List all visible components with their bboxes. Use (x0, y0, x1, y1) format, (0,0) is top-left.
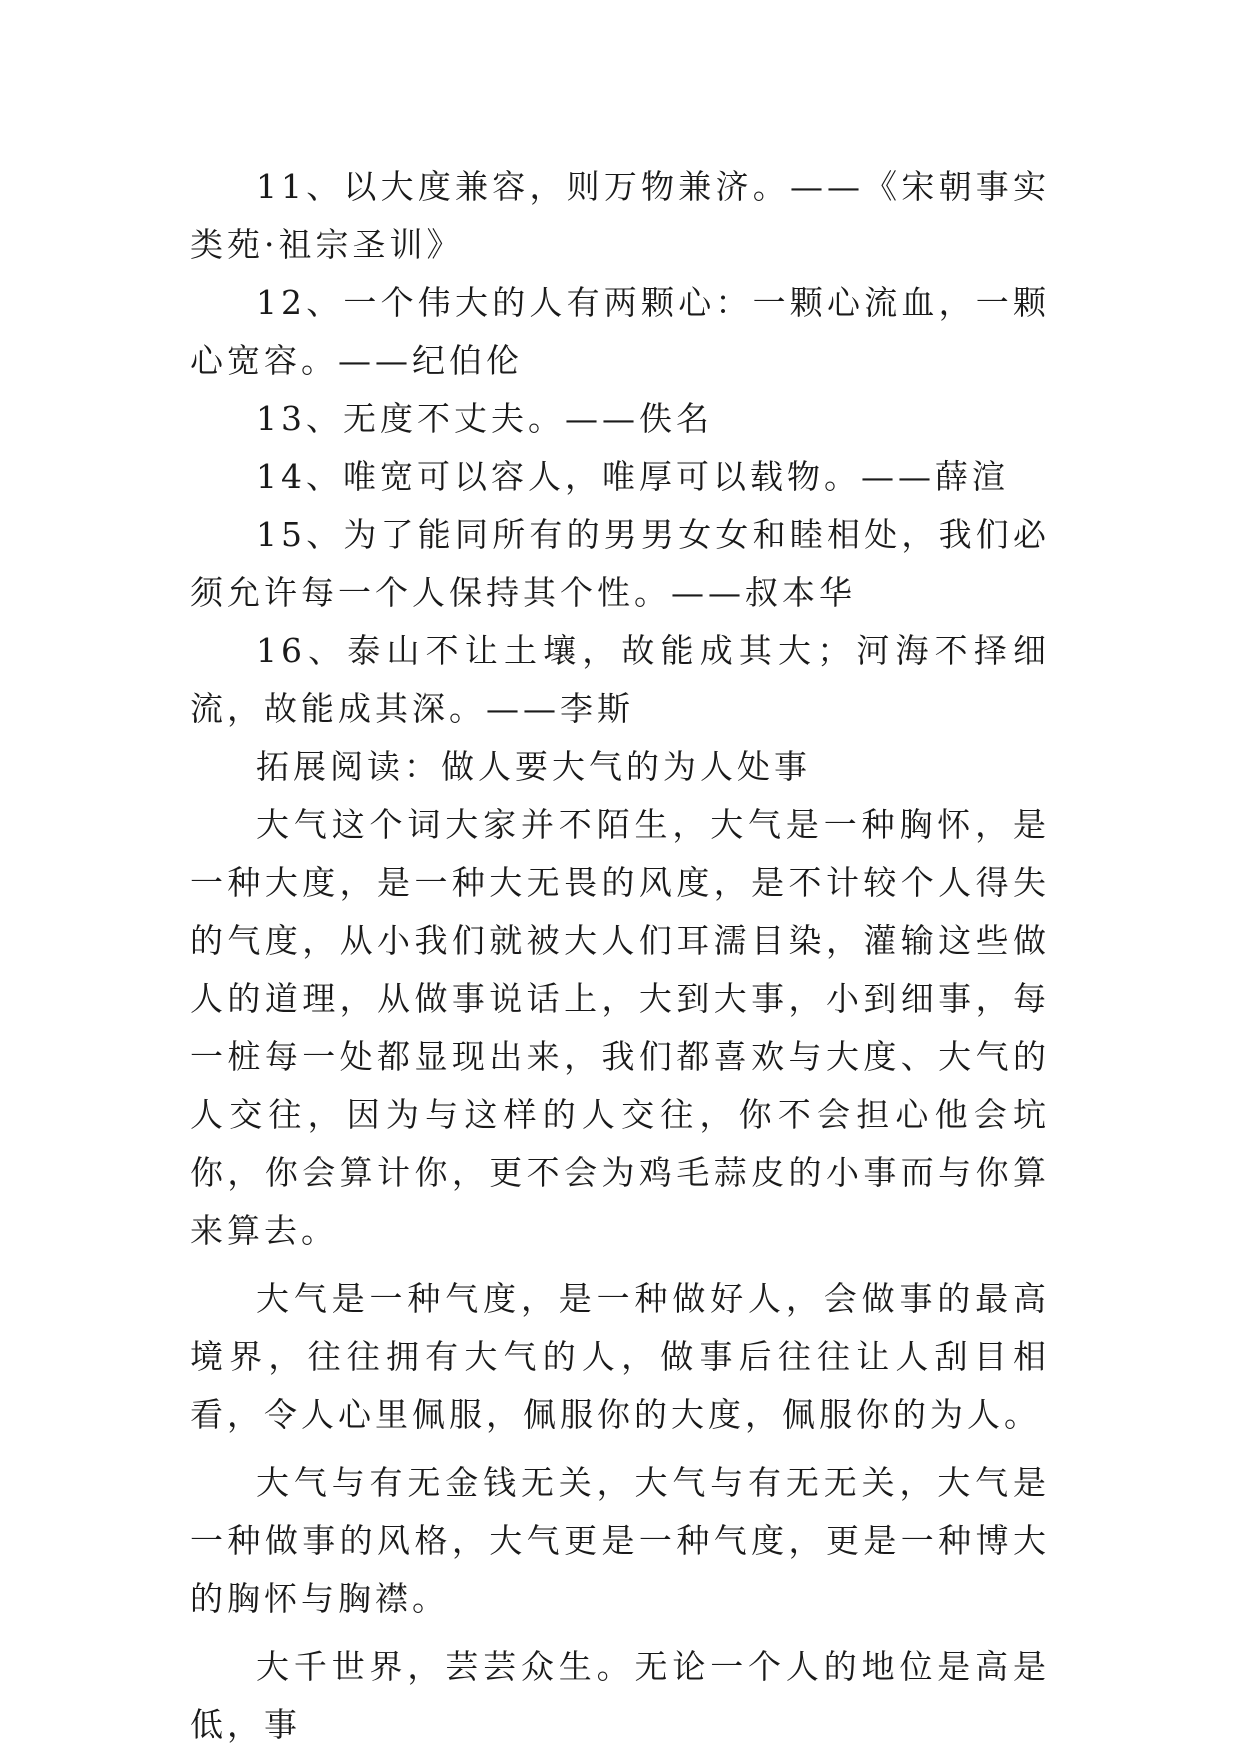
quote-16: 16、泰山不让土壤，故能成其大；河海不择细流，故能成其深。——李斯 (190, 631, 1050, 728)
quote-12: 12、一个伟大的人有两颗心：一颗心流血，一颗心宽容。——纪伯伦 (190, 283, 1050, 380)
body-paragraph: 大千世界，芸芸众生。无论一个人的地位是高是低，事 (190, 1647, 1050, 1744)
section-heading: 拓展阅读：做人要大气的为人处事 (256, 747, 811, 786)
quote-15: 15、为了能同所有的男男女女和睦相处，我们必须允许每一个人保持其个性。——叔本华 (190, 515, 1050, 612)
document-body (190, 158, 1050, 1754)
body-paragraph: 大气与有无金钱无关，大气与有无无关，大气是一种做事的风格，大气更是一种气度，更是一种博大的胸怀与胸襟。 (190, 1463, 1050, 1618)
body-paragraph: 大气这个词大家并不陌生，大气是一种胸怀，是一种大度，是一种大无畏的风度，是不计较个人得失的气度，从小我们就被大人们耳濡目染，灌输这些做人的道理，从做事说话上，大到大事，小到细事，每一桩每一处都显现出来，我们都喜欢与大度、大气的人交往，因为与这样的人交往，你不会担心他会坑你，你会算计你，更不会为鸡毛蒜皮的小事而与你算来算去。 (190, 805, 1050, 1250)
quote-14: 14、唯宽可以容人，唯厚可以载物。——薛渲 (256, 457, 1009, 496)
quote-13: 13、无度不丈夫。——佚名 (256, 399, 713, 438)
quote-11: 11、以大度兼容，则万物兼济。——《宋朝事实类苑·祖宗圣训》 (190, 167, 1050, 264)
body-paragraph: 大气是一种气度，是一种做好人，会做事的最高境界，往往拥有大气的人，做事后往往让人刮目相看，令人心里佩服，佩服你的大度，佩服你的为人。 (190, 1279, 1050, 1434)
